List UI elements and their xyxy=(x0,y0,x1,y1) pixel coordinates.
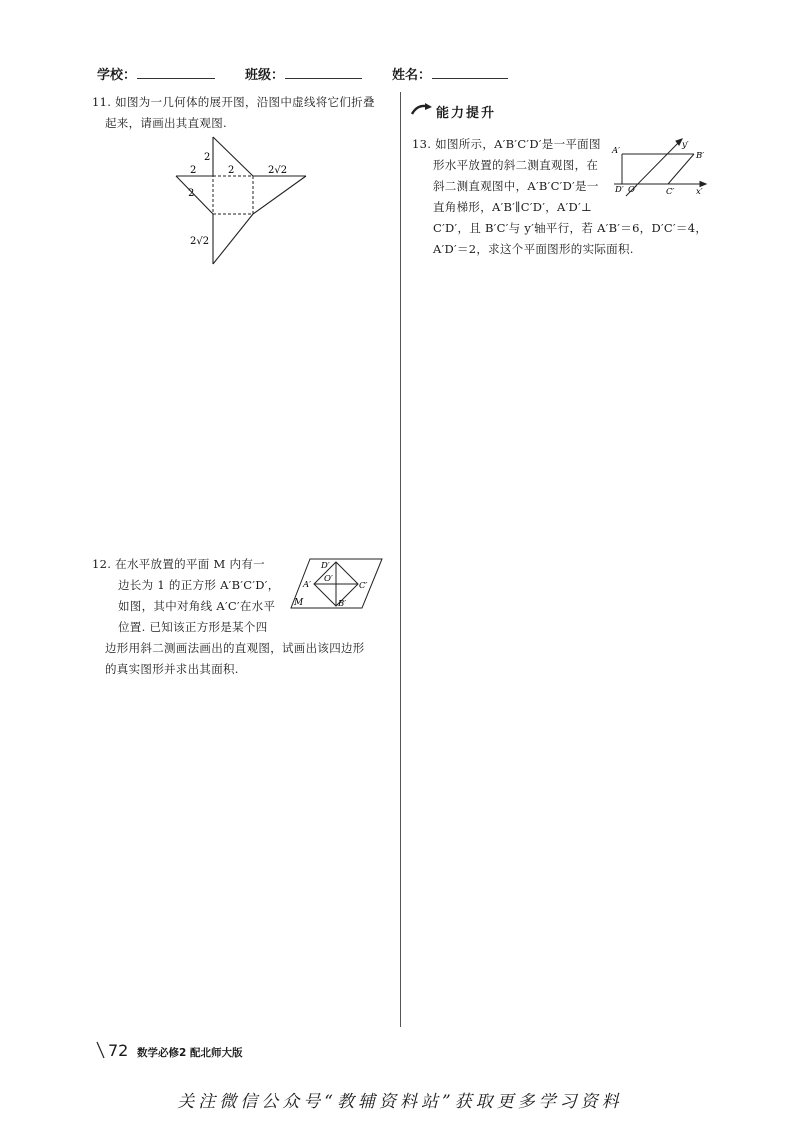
q13-trapezoid-figure xyxy=(610,134,710,198)
column-divider xyxy=(400,92,401,1027)
q13-label-c: C′ xyxy=(666,187,675,197)
page-number: 72 xyxy=(108,1041,129,1060)
q11-label-edge: 2 xyxy=(228,165,235,176)
q13-line-4: 直角梯形，A′B′∥C′D′，A′D′⊥ xyxy=(433,200,593,214)
q13-label-a: A′ xyxy=(612,146,621,156)
q13-label-o: O′ xyxy=(628,185,637,195)
book-title: 数学必修2 配北师大版 xyxy=(137,1047,243,1059)
q13-label-x: x′ xyxy=(696,187,703,197)
class-field[interactable] xyxy=(285,64,362,79)
q12-label-d: D′ xyxy=(321,561,330,571)
school-label: 学校： xyxy=(97,68,137,83)
q13-line-5: C′D′，且 B′C′与 y′轴平行，若 A′B′＝6，D′C′＝4， xyxy=(433,221,708,235)
q13-line-2: 形水平放置的斜二测直观图，在 xyxy=(433,158,599,172)
q11-line-1: 11. 如图为一几何体的展开图，沿图中虚线将它们折叠 xyxy=(92,95,375,109)
class-label: 班级： xyxy=(245,68,285,83)
name-label: 姓名： xyxy=(392,68,432,83)
q13-line-1: 13. 如图所示，A′B′C′D′是一平面图 xyxy=(412,137,601,151)
arrow-icon xyxy=(410,101,434,117)
q11-label-top: 2 xyxy=(204,152,211,163)
q12-line-6: 的真实图形并求出其面积. xyxy=(105,662,239,676)
q12-label-o: O′ xyxy=(324,574,333,584)
q12-label-a: A′ xyxy=(303,580,312,590)
q12-label-c: C′ xyxy=(359,581,368,591)
q12-line-5: 边形用斜二测画法画出的直观图，试画出该四边形 xyxy=(105,641,365,655)
q11-net-figure xyxy=(168,132,313,272)
name-field[interactable] xyxy=(432,64,508,79)
q13-label-b: B′ xyxy=(696,151,705,161)
q12-line-2: 边长为 1 的正方形 A′B′C′D′， xyxy=(118,578,280,592)
school-field[interactable] xyxy=(137,64,215,79)
q11-label-bottom: 2√2 xyxy=(190,236,210,247)
q12-line-3: 如图，其中对角线 A′C′在水平 xyxy=(118,599,276,613)
q13-label-y: y′ xyxy=(682,140,689,150)
q11-label-square: 2 xyxy=(188,188,195,199)
q12-label-b: B′ xyxy=(338,599,347,609)
q11-label-right: 2√2 xyxy=(268,165,288,176)
page-slash-icon xyxy=(95,1040,107,1060)
q12-line-1: 12. 在水平放置的平面 M 内有一 xyxy=(92,557,265,571)
section-title: 能力提升 xyxy=(436,106,497,121)
q13-label-d: D′ xyxy=(615,185,624,195)
q12-line-4: 位置. 已知该正方形是某个四 xyxy=(118,620,268,634)
q12-square-figure xyxy=(288,556,384,612)
q12-label-m: M xyxy=(294,598,304,608)
q11-label-left: 2 xyxy=(190,165,197,176)
q11-line-2: 起来，请画出其直观图. xyxy=(105,116,227,130)
footer-slogan: 关注微信公众号“教辅资料站”获取更多学习资料 xyxy=(177,1092,623,1112)
q13-line-3: 斜二测直观图中，A′B′C′D′是一 xyxy=(433,179,599,193)
q13-line-6: A′D′＝2，求这个平面图形的实际面积. xyxy=(433,242,634,256)
